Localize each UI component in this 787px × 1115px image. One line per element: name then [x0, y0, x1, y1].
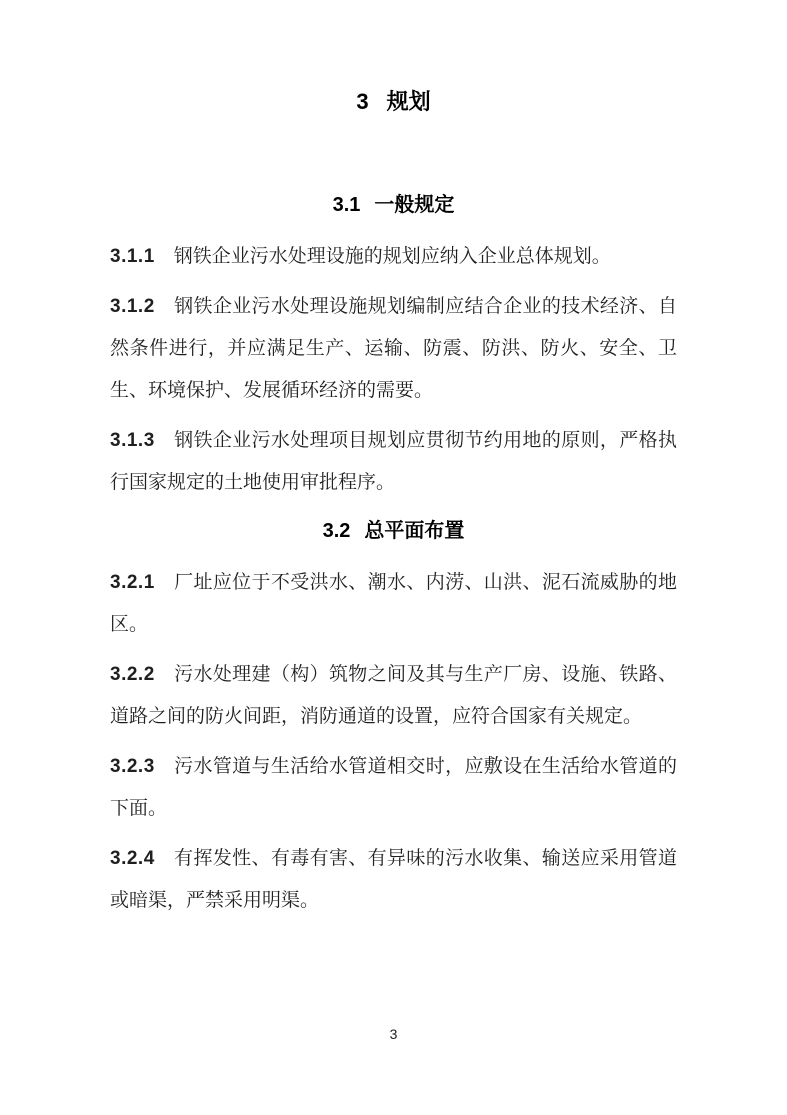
- clause-text: 钢铁企业污水处理项目规划应贯彻节约用地的原则，严格执行国家规定的土地使用审批程序。: [110, 430, 677, 493]
- clause-text: 污水处理建（构）筑物之间及其与生产厂房、设施、铁路、道路之间的防火间距，消防通道的设置，应符合国家有关规定。: [110, 664, 677, 727]
- clause: [110, 838, 677, 922]
- clause-number: 3.2.2: [110, 664, 155, 685]
- clause: [110, 562, 677, 646]
- page-title: [110, 88, 677, 116]
- clause: [110, 746, 677, 830]
- section-general-layout: [110, 518, 677, 922]
- section-heading: [110, 518, 677, 544]
- section-number: 3.2: [322, 520, 351, 542]
- section-general-provisions: [110, 192, 677, 504]
- clause: [110, 236, 677, 278]
- clause-text: 污水管道与生活给水管道相交时，应敷设在生活给水管道的下面。: [110, 756, 677, 819]
- clause-number: 3.2.3: [110, 756, 155, 777]
- clause: [110, 654, 677, 738]
- clause-text: 厂址应位于不受洪水、潮水、内涝、山洪、泥石流威胁的地区。: [110, 572, 677, 635]
- clause-text: 钢铁企业污水处理设施规划编制应结合企业的技术经济、自然条件进行，并应满足生产、运输、防震、防洪、防火、安全、卫生、环境保护、发展循环经济的需要。: [110, 296, 677, 401]
- clause: [110, 420, 677, 504]
- section-heading-text: 总平面布置: [364, 520, 465, 542]
- clause-number: 3.2.1: [110, 572, 155, 593]
- clause: [110, 286, 677, 412]
- chapter-number: 3: [356, 89, 369, 114]
- clause-number: 3.2.4: [110, 848, 155, 869]
- page-number: 3: [389, 1026, 398, 1042]
- clause-number: 3.1.3: [110, 430, 155, 451]
- section-number: 3.1: [332, 194, 361, 216]
- clause-text: 有挥发性、有毒有害、有异味的污水收集、输送应采用管道或暗渠，严禁采用明渠。: [110, 848, 677, 911]
- section-heading: [110, 192, 677, 218]
- clause-number: 3.1.1: [110, 246, 155, 267]
- clause-text: 钢铁企业污水处理设施的规划应纳入企业总体规划。: [173, 246, 611, 267]
- clause-number: 3.1.2: [110, 296, 155, 317]
- section-heading-text: 一般规定: [374, 194, 455, 216]
- chapter-title-text: 规划: [386, 89, 431, 114]
